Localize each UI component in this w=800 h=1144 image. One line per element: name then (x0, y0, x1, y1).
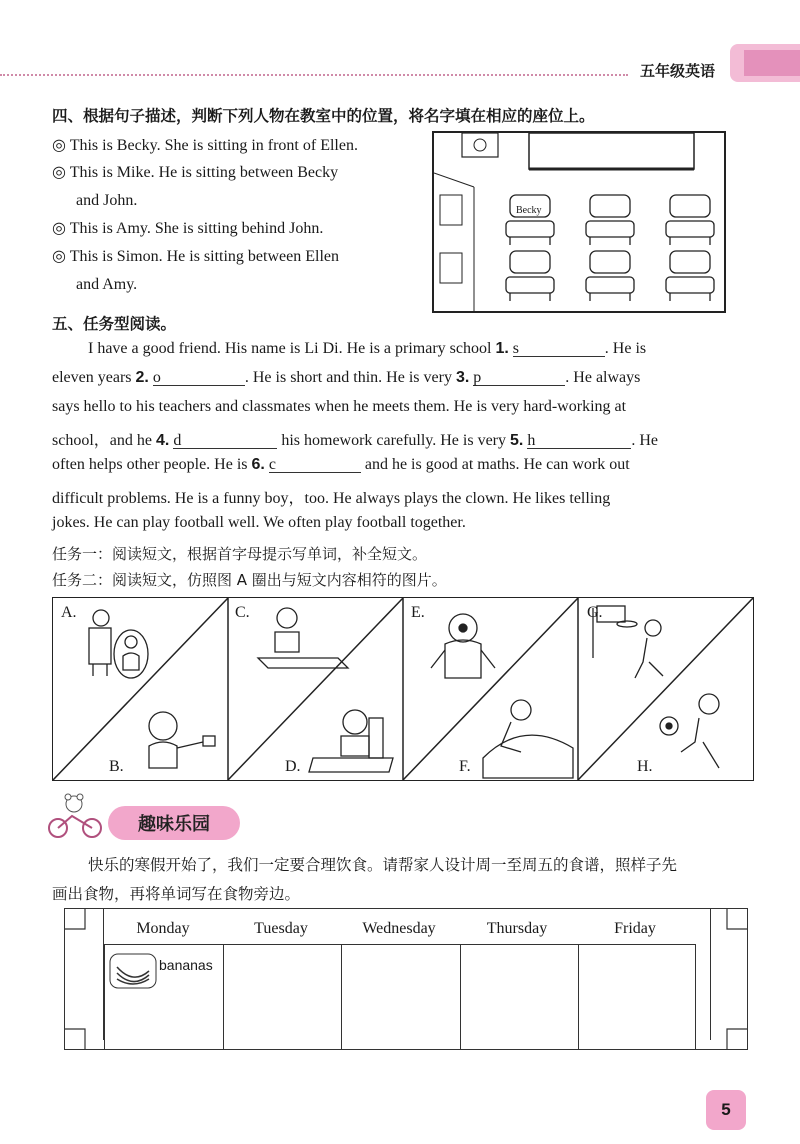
text: . He (631, 432, 658, 449)
text: . He always (565, 369, 641, 386)
menu-header-row (104, 920, 694, 938)
header-dotted-rule (0, 74, 628, 76)
passage-line-6: difficult problems. He is a funny boy，too. He always plays the clown. He likes telling (52, 490, 611, 507)
classroom-illustration (432, 131, 726, 313)
blank-5[interactable] (527, 432, 631, 449)
bullet-icon: ◎ (52, 164, 66, 181)
hint-letter: d (173, 432, 182, 449)
picture-label-h: H. (637, 758, 653, 775)
sentence-1 (52, 136, 358, 156)
bullet-icon: ◎ (52, 220, 66, 237)
fun-banner (108, 806, 240, 840)
passage-line-2 (52, 369, 640, 387)
blank-number: 1. (495, 340, 509, 357)
blank-2[interactable] (153, 369, 245, 386)
fun-instructions-1: 快乐的寒假开始了，我们一定要合理饮食。请帮家人设计周一至周五的食谱，照样子先 (88, 856, 678, 874)
day-thursday: Thursday (486, 920, 548, 937)
text: his homework carefully. He is very (277, 432, 510, 449)
sentence-2-cont: and John. (76, 192, 138, 209)
text: I have a good friend. His name is Li Di. He is a primary school (88, 340, 496, 357)
blank-number: 6. (251, 456, 265, 473)
task-2: 任务二：阅读短文，仿照图 A 圈出与短文内容相符的图片。 (52, 571, 447, 589)
fun-instructions-2: 画出食物，再将单词写在食物旁边。 (52, 885, 301, 903)
text: . He is short and thin. He is very (244, 369, 456, 386)
day-tuesday: Tuesday (254, 920, 308, 937)
cell-wednesday[interactable] (342, 945, 461, 1049)
text: and he is good at maths. He can work out (360, 456, 630, 473)
sentence-3 (52, 219, 323, 239)
picture-label-b: B. (109, 758, 124, 775)
blank-number: 3. (455, 369, 470, 386)
bullet-icon: ◎ (52, 137, 66, 154)
page-number-badge (706, 1090, 746, 1130)
cell-thursday[interactable] (461, 945, 580, 1049)
bananas-icon (109, 953, 157, 989)
passage-line-1 (88, 340, 646, 358)
text: . He is (604, 340, 647, 357)
picture-label-f: F. (459, 758, 471, 775)
hint-letter: o (152, 369, 161, 386)
sentence-4 (52, 247, 339, 267)
blank-1[interactable] (513, 340, 605, 357)
passage-line-7: jokes. He can play football well. We often play football together. (52, 514, 466, 531)
seat-label-becky: Becky (516, 205, 542, 216)
grade-label: 五年级英语 (640, 62, 716, 80)
hint-letter: h (527, 432, 536, 449)
fun-banner-label: 趣味乐园 (138, 814, 210, 835)
task-1: 任务一：阅读短文，根据首字母提示写单词，补全短文。 (52, 545, 428, 563)
blank-number: 5. (510, 432, 524, 449)
hint-letter: p (473, 369, 482, 386)
picture-grid-drawing (53, 598, 753, 780)
page-number: 5 (721, 1100, 731, 1119)
blank-number: 4. (155, 432, 170, 449)
cell-monday[interactable] (105, 945, 224, 1049)
text: often helps other people. He is (52, 456, 252, 473)
header-tab-inner (744, 50, 800, 76)
text: school，and he (52, 432, 156, 449)
passage-line-5 (52, 456, 630, 474)
day-wednesday: Wednesday (362, 920, 436, 937)
picture-label-g: G. (587, 604, 603, 621)
cell-friday[interactable] (579, 945, 695, 1049)
blank-6[interactable] (269, 456, 361, 473)
menu-body-row (104, 944, 696, 1050)
menu-table (104, 920, 694, 1050)
sentence-text: This is Mike. He is sitting between Becky (69, 164, 339, 181)
bullet-icon: ◎ (52, 248, 66, 265)
section4-title: 四、根据句子描述，判断下列人物在教室中的位置，将名字填在相应的座位上。 (52, 107, 595, 125)
picture-label-e: E. (411, 604, 425, 621)
text: eleven years (52, 369, 136, 386)
blank-4[interactable] (173, 432, 277, 449)
sentence-4-cont: and Amy. (76, 276, 138, 293)
sentence-text: This is Amy. She is sitting behind John. (69, 220, 324, 237)
blank-3[interactable] (473, 369, 565, 386)
passage-line-4 (52, 427, 658, 450)
day-monday: Monday (136, 920, 190, 937)
picture-label-c: C. (235, 604, 250, 621)
picture-label-d: D. (285, 758, 301, 775)
bear-bike-icon (46, 792, 106, 845)
day-friday: Friday (614, 920, 656, 937)
sentence-2 (52, 163, 338, 183)
section5-title: 五、任务型阅读。 (52, 315, 177, 333)
blank-number: 2. (135, 369, 149, 386)
sentence-text: This is Simon. He is sitting between Ellen (69, 248, 339, 265)
hint-letter: s (512, 340, 520, 357)
picture-grid (52, 597, 754, 781)
example-word: bananas (159, 957, 213, 973)
picture-label-a: A. (61, 604, 77, 621)
classroom-drawing (434, 133, 724, 311)
cell-tuesday[interactable] (224, 945, 343, 1049)
hint-letter: c (268, 456, 276, 473)
sentence-text: This is Becky. She is sitting in front of Ellen. (69, 137, 358, 154)
passage-line-3: says hello to his teachers and classmates when he meets them. He is very hard-working at (52, 398, 627, 415)
